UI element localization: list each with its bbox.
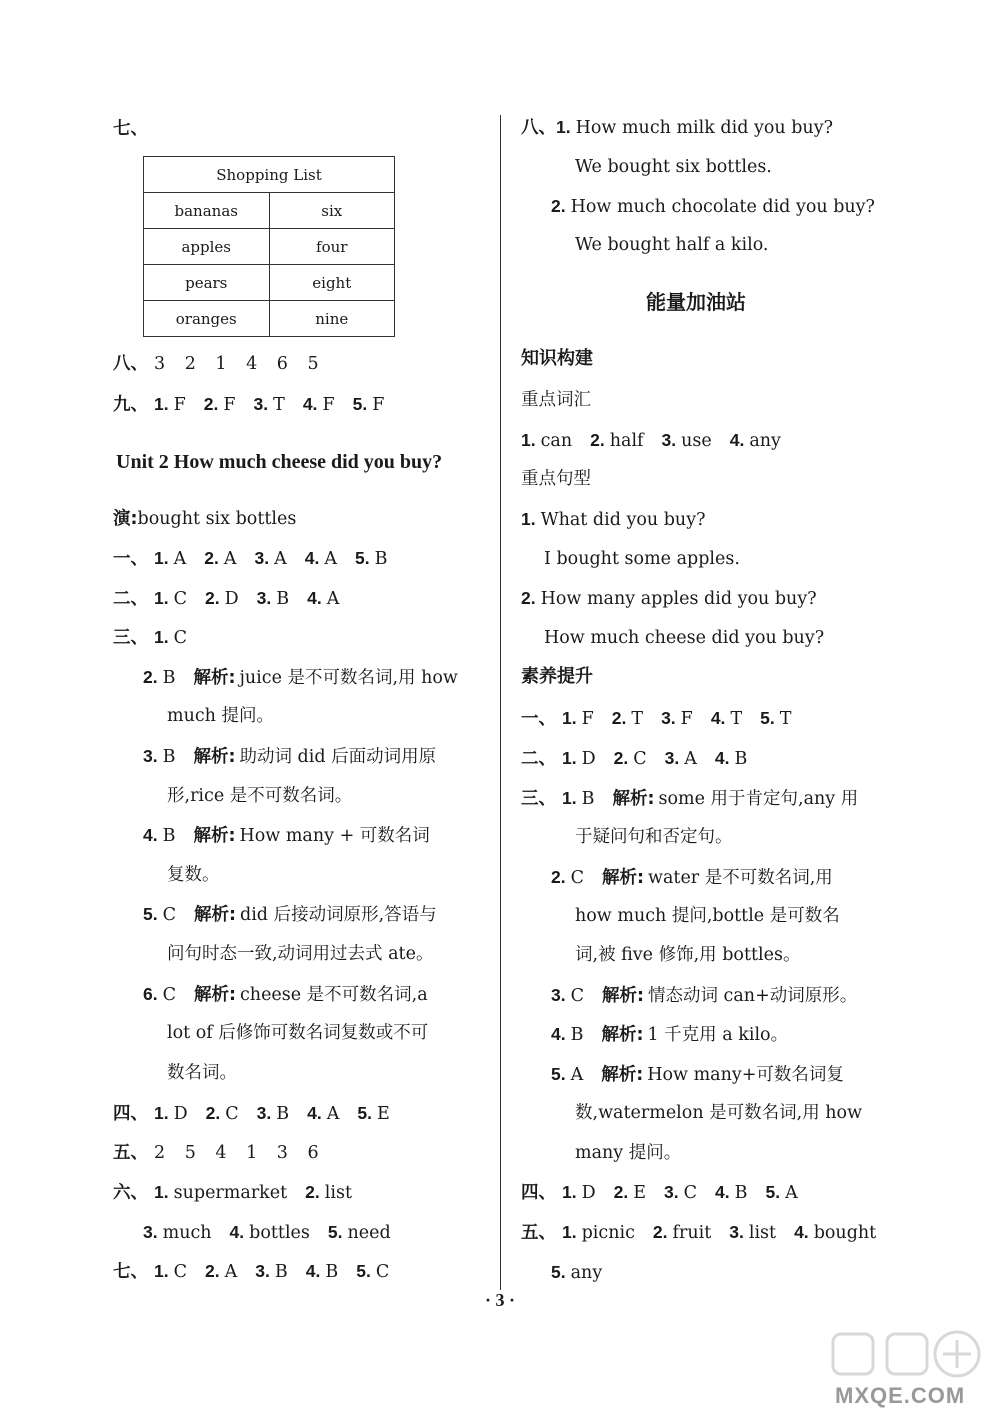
section-3-item-5-cont: 问句时态一致,动词用过去式 ate。 bbox=[167, 944, 434, 964]
watermark-text: MXQE.COM bbox=[835, 1383, 966, 1408]
literacy-heading: 素养提升 bbox=[521, 666, 593, 687]
section-3-item-2: 2. B 解析: juice 是不可数名词,用 how bbox=[143, 667, 458, 688]
vocab-heading: 重点词汇 bbox=[521, 390, 591, 410]
section-4-line: 四、 1. D 2. C 3. B 4. A 5. E bbox=[113, 1103, 390, 1124]
sentence-1a: I bought some apples. bbox=[544, 549, 740, 569]
section-7b-line: 七、 1. C 2. A 3. B 4. B 5. C bbox=[113, 1261, 390, 1282]
energy-station-title: 能量加油站 bbox=[646, 290, 746, 314]
yan-line: 演:bought six bottles bbox=[113, 509, 297, 529]
table-row bbox=[144, 265, 395, 301]
r-section-8-q1: 八、1. How much milk did you buy? bbox=[521, 117, 833, 138]
r-section-3-item-5-cont-1: 数,watermelon 是可数名词,用 how bbox=[575, 1103, 863, 1123]
r-section-5-line-1: 五、 1. picnic 2. fruit 3. list 4. bought bbox=[521, 1222, 877, 1243]
table-cell: oranges bbox=[144, 301, 270, 337]
column-divider bbox=[500, 115, 501, 1290]
section-5-line: 五、 2 5 4 1 3 6 bbox=[113, 1143, 319, 1163]
table-header: Shopping List bbox=[144, 157, 395, 193]
r-section-3-item-2-cont-1: how much 提问,bottle 是可数名 bbox=[575, 906, 840, 926]
table-cell: bananas bbox=[144, 193, 270, 229]
r-section-4-line: 四、 1. D 2. E 3. C 4. B 5. A bbox=[521, 1182, 798, 1203]
section-3-item-4: 4. B 解析: How many + 可数名词 bbox=[143, 825, 430, 846]
table-cell: eight bbox=[269, 265, 395, 301]
r-section-3-item-5: 5. A 解析: How many+可数名词复 bbox=[551, 1064, 844, 1085]
section-1-line: 一、 1. A 2. A 3. A 4. A 5. B bbox=[113, 548, 388, 569]
r-section-8-a2: We bought half a kilo. bbox=[575, 235, 769, 255]
table-cell: pears bbox=[144, 265, 270, 301]
knowledge-heading: 知识构建 bbox=[521, 348, 593, 369]
r-section-8-q2: 2. How much chocolate did you buy? bbox=[551, 196, 875, 217]
table-cell: six bbox=[269, 193, 395, 229]
sentence-2a: How much cheese did you buy? bbox=[544, 628, 825, 648]
section-3-item-6: 6. C 解析: cheese 是不可数名词,a bbox=[143, 984, 428, 1005]
shopping-list-table bbox=[143, 156, 395, 337]
section-3-item-3-cont: 形,rice 是不可数名词。 bbox=[167, 786, 353, 806]
section-3-item-2-cont: much 提问。 bbox=[167, 706, 274, 726]
section-3-item-3: 3. B 解析: 助动词 did 后面动词用原 bbox=[143, 746, 437, 767]
r-section-3-item-5-cont-2: many 提问。 bbox=[575, 1143, 682, 1163]
sentence-2q: 2. How many apples did you buy? bbox=[521, 588, 817, 609]
table-row bbox=[144, 193, 395, 229]
r-section-3-item-4: 4. B 解析: 1 千克用 a kilo。 bbox=[551, 1024, 789, 1045]
unit-title: Unit 2 How much cheese did you buy? bbox=[116, 451, 443, 473]
table-row bbox=[144, 229, 395, 265]
section-8-line: 八、 3 2 1 4 6 5 bbox=[113, 354, 319, 374]
vocab-items: 1. can 2. half 3. use 4. any bbox=[521, 430, 781, 451]
section-6-line-1: 六、 1. supermarket 2. list bbox=[113, 1182, 352, 1203]
r-section-3-item-1: 三、 1. B 解析: some 用于肯定句,any 用 bbox=[521, 788, 859, 809]
section-9-line: 九、 1. F 2. F 3. T 4. F 5. F bbox=[113, 394, 385, 415]
section-3-item-6-cont-1: lot of 后修饰可数名词复数或不可 bbox=[167, 1023, 429, 1043]
table-cell: four bbox=[269, 229, 395, 265]
section-3-item-6-cont-2: 数名词。 bbox=[167, 1063, 237, 1083]
r-section-3-item-2-cont-2: 词,被 five 修饰,用 bottles。 bbox=[575, 945, 801, 965]
r-section-8-a1: We bought six bottles. bbox=[575, 157, 772, 177]
table-cell: apples bbox=[144, 229, 270, 265]
table-row bbox=[144, 301, 395, 337]
r-section-3-item-3: 3. C 解析: 情态动词 can+动词原形。 bbox=[551, 985, 858, 1006]
page-number: · 3 · bbox=[484, 1290, 515, 1310]
r-section-1-line: 一、 1. F 2. T 3. F 4. T 5. T bbox=[521, 708, 792, 729]
r-section-5-line-2: 5. any bbox=[551, 1262, 603, 1283]
section-7-label: 七、 bbox=[113, 119, 148, 139]
sentence-heading: 重点句型 bbox=[521, 469, 591, 489]
sentence-1q: 1. What did you buy? bbox=[521, 509, 706, 530]
section-3-line-1: 三、 1. C bbox=[113, 627, 187, 648]
table-cell: nine bbox=[269, 301, 395, 337]
section-6-line-2: 3. much 4. bottles 5. need bbox=[143, 1222, 391, 1243]
r-section-3-item-1-cont: 于疑问句和否定句。 bbox=[575, 827, 733, 847]
section-2-line: 二、 1. C 2. D 3. B 4. A bbox=[113, 588, 340, 609]
section-3-item-5: 5. C 解析: did 后接动词原形,答语与 bbox=[143, 904, 437, 925]
r-section-2-line: 二、 1. D 2. C 3. A 4. B bbox=[521, 748, 748, 769]
r-section-3-item-2: 2. C 解析: water 是不可数名词,用 bbox=[551, 867, 833, 888]
section-3-item-4-cont: 复数。 bbox=[167, 865, 220, 885]
